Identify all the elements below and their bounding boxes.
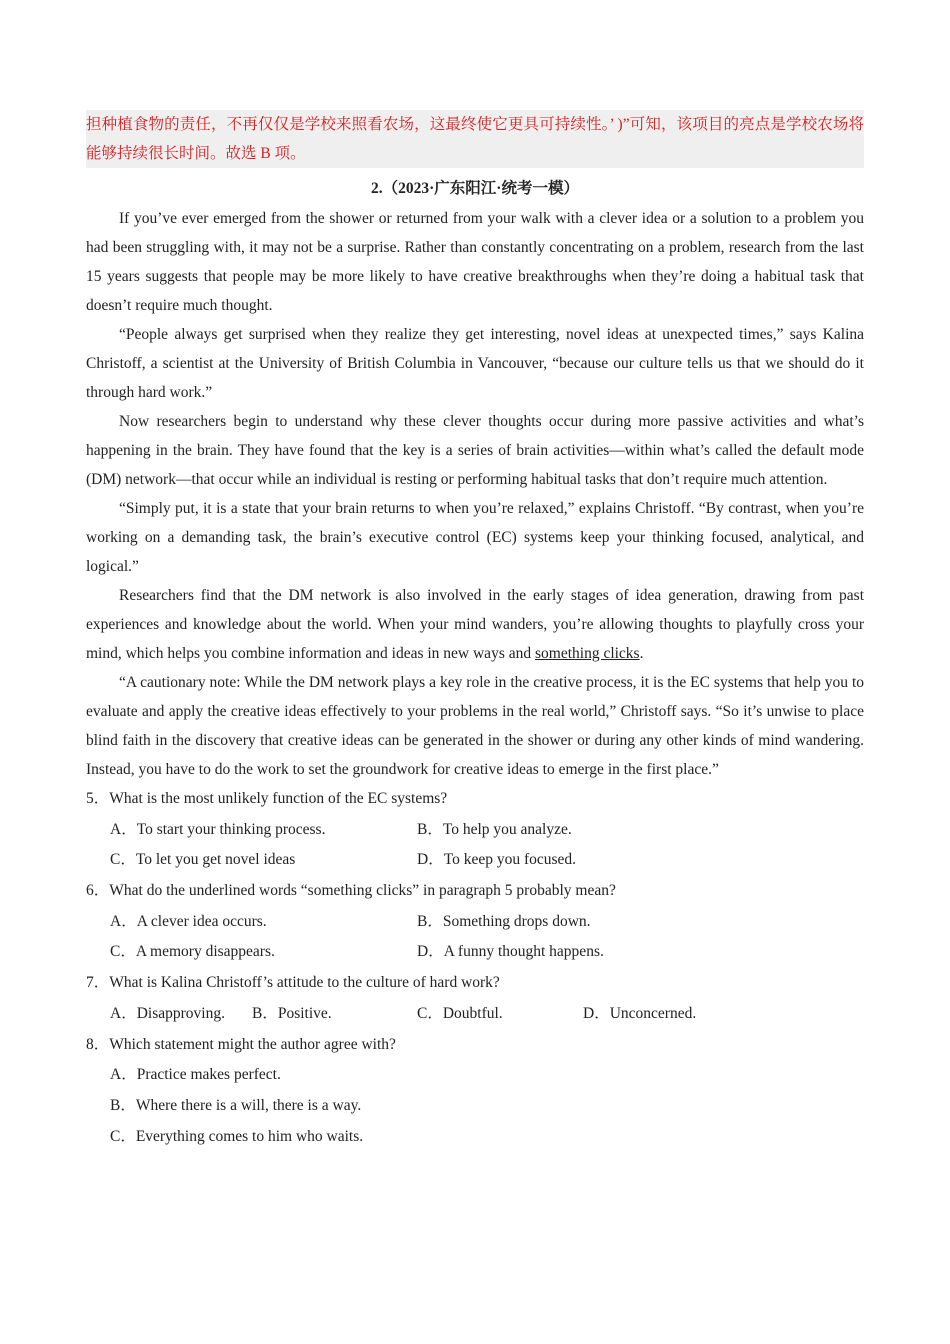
question-5-stem: 5．What is the most unlikely function of the EC systems? — [86, 790, 448, 807]
q5-option-d[interactable]: D．To keep you focused. — [417, 851, 577, 869]
passage-paragraph-5 — [86, 581, 864, 668]
q6-option-d[interactable]: D．A funny thought happens. — [417, 943, 604, 961]
question-6-stem: 6．What do the underlined words “something clicks” in paragraph 5 probably mean? — [86, 882, 616, 900]
question-6-options-row-1 — [86, 907, 864, 938]
q5-option-c[interactable]: C．To let you get novel ideas — [110, 851, 296, 869]
q8-option-c[interactable]: C．Everything comes to him who waits. — [110, 1127, 364, 1145]
paragraph-5-text: Researchers find that the DM network is also involved in the early stages of idea generation, drawing from past experiences and knowledge about the world. When your mind wanders, you’re allowing thoughts to playfully cross your mind, which helps you combine information and ideas in new ways and — [86, 587, 864, 662]
passage-paragraph-1: If you’ve ever emerged from the shower or returned from your walk with a clever idea or a solution to a problem you had been struggling with, it may not be a surprise. Rather than constantly concentrating on a problem, research from the last 15 years suggests that people may be more likely to have creative breakthroughs when they’re doing a habitual task that doesn’t require much thought. — [86, 210, 864, 314]
question-8-option-c-row — [86, 1122, 864, 1153]
paragraph-5-end: . — [639, 645, 644, 662]
q7-option-b[interactable]: B．Positive. — [252, 1004, 332, 1022]
passage-paragraph-6: “A cautionary note: While the DM network plays a key role in the creative process, it is the EC systems that help you to evaluate and apply the creative ideas effectively to your problems in the real world,” Christoff says. “So it’s unwise to place blind faith in the discovery that creative ideas can be generated in the shower or during any other kinds of mind wandering. Instead, you have to do the work to set the groundwork for creative ideas to emerge in the first place.” — [86, 674, 864, 778]
underlined-phrase: something clicks — [534, 645, 640, 662]
q6-option-b[interactable]: B．Something drops down. — [417, 912, 591, 930]
q8-option-a[interactable]: A．Practice makes perfect. — [110, 1066, 281, 1084]
q7-option-d[interactable]: D．Unconcerned. — [583, 1004, 697, 1022]
question-5-options-row-2 — [86, 845, 864, 876]
answer-explanation: 担种植食物的责任，不再仅仅是学校来照看农场，这最终使它更具可持续性。’ )”可知，该项目的亮点是学校农场将能够持续很长时间。故选 B 项。 — [86, 110, 864, 168]
question-8-stem: 8．Which statement might the author agree with? — [86, 1035, 396, 1053]
question-8-option-a-row — [86, 1060, 864, 1091]
q7-option-c[interactable]: C．Doubtful. — [417, 1004, 503, 1022]
question-8-option-b-row — [86, 1091, 864, 1122]
q7-option-a[interactable]: A．Disapproving. — [110, 1004, 225, 1022]
question-7-stem: 7．What is Kalina Christoff’s attitude to the culture of hard work? — [86, 974, 500, 992]
q8-option-b[interactable]: B．Where there is a will, there is a way. — [110, 1096, 362, 1114]
document-page — [86, 110, 864, 1152]
question-heading: 2.（2023·广东阳江·统考一模） — [371, 180, 579, 197]
passage-paragraph-2: “People always get surprised when they realize they get interesting, novel ideas at unexpected times,” says Kalina Christoff, a scientist at the University of British Columbia in Vancouver, “because our culture tells us that we should do it through hard work.” — [86, 326, 864, 401]
q5-option-a[interactable]: A．To start your thinking process. — [110, 820, 326, 838]
question-7-options-row — [86, 999, 864, 1030]
q5-option-b[interactable]: B．To help you analyze. — [417, 820, 572, 838]
passage-paragraph-3: Now researchers begin to understand why these clever thoughts occur during more passive activities and what’s happening in the brain. They have found that the key is a series of brain activities—within what’s called the default mode (DM) network—that occur while an individual is resting or performing habitual tasks that don’t require much attention. — [86, 413, 864, 488]
question-6-options-row-2 — [86, 937, 864, 968]
question-5-options-row-1 — [86, 815, 864, 846]
passage-paragraph-4: “Simply put, it is a state that your brain returns to when you’re relaxed,” explains Christoff. “By contrast, when you’re working on a demanding task, the brain’s executive control (EC) systems keep your thinking focused, analytical, and logical.” — [86, 500, 864, 575]
q6-option-c[interactable]: C．A memory disappears. — [110, 943, 275, 961]
q6-option-a[interactable]: A．A clever idea occurs. — [110, 912, 267, 930]
